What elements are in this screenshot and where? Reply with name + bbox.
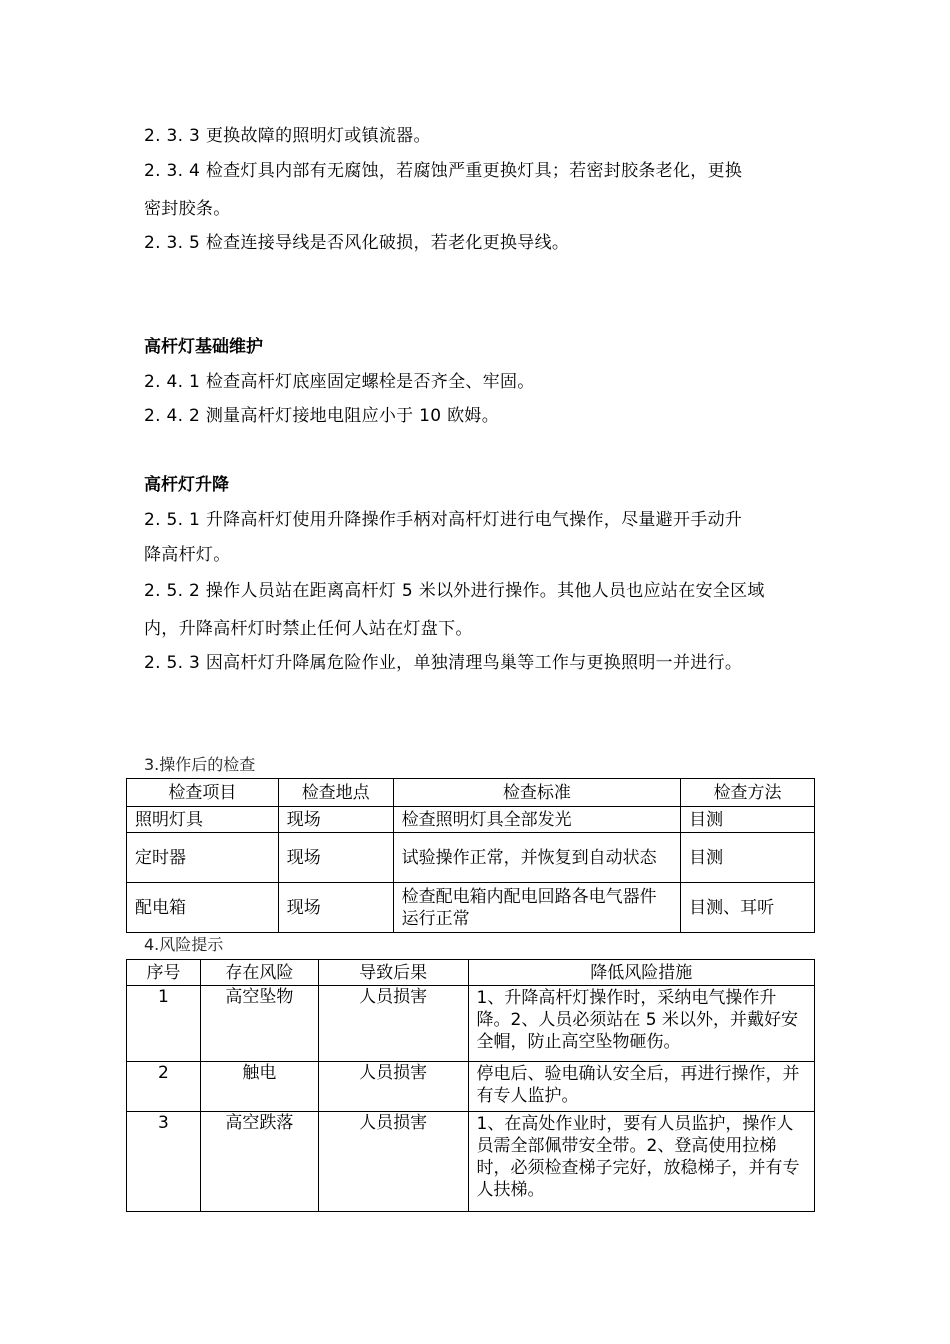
heading-base-maintenance: 高杆灯基础维护 <box>144 337 263 357</box>
inspection-cell: 目测、耳听 <box>681 883 815 933</box>
inspection-cell: 现场 <box>278 883 393 933</box>
risk-cell-number: 1 <box>127 986 201 1062</box>
inspection-cell: 试验操作正常，并恢复到自动状态 <box>393 833 681 883</box>
inspection-header-item: 检查项目 <box>127 779 279 807</box>
inspection-cell: 目测 <box>681 833 815 883</box>
table-row <box>127 1062 815 1112</box>
inspection-cell: 现场 <box>278 807 393 833</box>
risk-table <box>126 959 815 1212</box>
inspection-cell: 检查照明灯具全部发光 <box>393 807 681 833</box>
risk-header-measures: 降低风险措施 <box>468 960 814 986</box>
risk-header-risk: 存在风险 <box>200 960 318 986</box>
paragraph-2-5-1-line2: 降高杆灯。 <box>144 545 231 565</box>
inspection-header-standard: 检查标准 <box>393 779 681 807</box>
inspection-cell: 定时器 <box>127 833 279 883</box>
paragraph-2-5-3: 2. 5. 3 因高杆灯升降属危险作业，单独清理鸟巢等工作与更换照明一并进行。 <box>144 653 743 673</box>
paragraph-2-4-2: 2. 4. 2 测量高杆灯接地电阻应小于 10 欧姆。 <box>144 406 500 426</box>
heading-lifting: 高杆灯升降 <box>144 475 229 495</box>
risk-cell-risk: 高空坠物 <box>200 986 318 1062</box>
inspection-caption: 3.操作后的检查 <box>144 755 256 774</box>
inspection-cell: 检查配电箱内配电回路各电气器件运行正常 <box>393 883 681 933</box>
risk-cell-consequence: 人员损害 <box>318 986 468 1062</box>
table-row <box>127 986 815 1062</box>
risk-cell-consequence: 人员损害 <box>318 1062 468 1112</box>
inspection-header-row <box>127 779 815 807</box>
risk-cell-risk: 触电 <box>200 1062 318 1112</box>
table-row <box>127 883 815 933</box>
inspection-cell: 照明灯具 <box>127 807 279 833</box>
risk-cell-number: 3 <box>127 1112 201 1212</box>
table-row <box>127 807 815 833</box>
table-row <box>127 833 815 883</box>
risk-cell-risk: 高空跌落 <box>200 1112 318 1212</box>
paragraph-2-5-1-line1: 2. 5. 1 升降高杆灯使用升降操作手柄对高杆灯进行电气操作，尽量避开手动升 <box>144 510 743 530</box>
risk-cell-measures: 1、在高处作业时，要有人员监护，操作人员需全部佩带安全带。2、登高使用拉梯时，必须检查梯子完好，放稳梯子，并有专人扶梯。 <box>468 1112 814 1212</box>
risk-caption: 4.风险提示 <box>144 935 224 954</box>
risk-cell-number: 2 <box>127 1062 201 1112</box>
paragraph-2-3-4-line2: 密封胶条。 <box>144 199 231 219</box>
inspection-header-location: 检查地点 <box>278 779 393 807</box>
paragraph-2-3-5: 2. 3. 5 检查连接导线是否风化破损，若老化更换导线。 <box>144 233 570 253</box>
inspection-cell: 目测 <box>681 807 815 833</box>
risk-cell-measures: 1、升降高杆灯操作时，采纳电气操作升降。2、人员必须站在 5 米以外，并戴好安全帽，防止高空坠物砸伤。 <box>468 986 814 1062</box>
risk-header-row <box>127 960 815 986</box>
paragraph-2-4-1: 2. 4. 1 检查高杆灯底座固定螺栓是否齐全、牢固。 <box>144 372 535 392</box>
inspection-header-method: 检查方法 <box>681 779 815 807</box>
risk-cell-measures: 停电后、验电确认安全后，再进行操作，并有专人监护。 <box>468 1062 814 1112</box>
inspection-table <box>126 778 815 933</box>
paragraph-2-3-4-line1: 2. 3. 4 检查灯具内部有无腐蚀，若腐蚀严重更换灯具；若密封胶条老化，更换 <box>144 161 743 181</box>
risk-header-number: 序号 <box>127 960 201 986</box>
paragraph-2-3-3: 2. 3. 3 更换故障的照明灯或镇流器。 <box>144 126 431 146</box>
paragraph-2-5-2-line2: 内，升降高杆灯时禁止任何人站在灯盘下。 <box>144 619 473 639</box>
inspection-cell: 现场 <box>278 833 393 883</box>
table-row <box>127 1112 815 1212</box>
risk-header-consequence: 导致后果 <box>318 960 468 986</box>
paragraph-2-5-2-line1: 2. 5. 2 操作人员站在距离高杆灯 5 米以外进行操作。其他人员也应站在安全区域 <box>144 581 765 601</box>
inspection-cell: 配电箱 <box>127 883 279 933</box>
risk-cell-consequence: 人员损害 <box>318 1112 468 1212</box>
